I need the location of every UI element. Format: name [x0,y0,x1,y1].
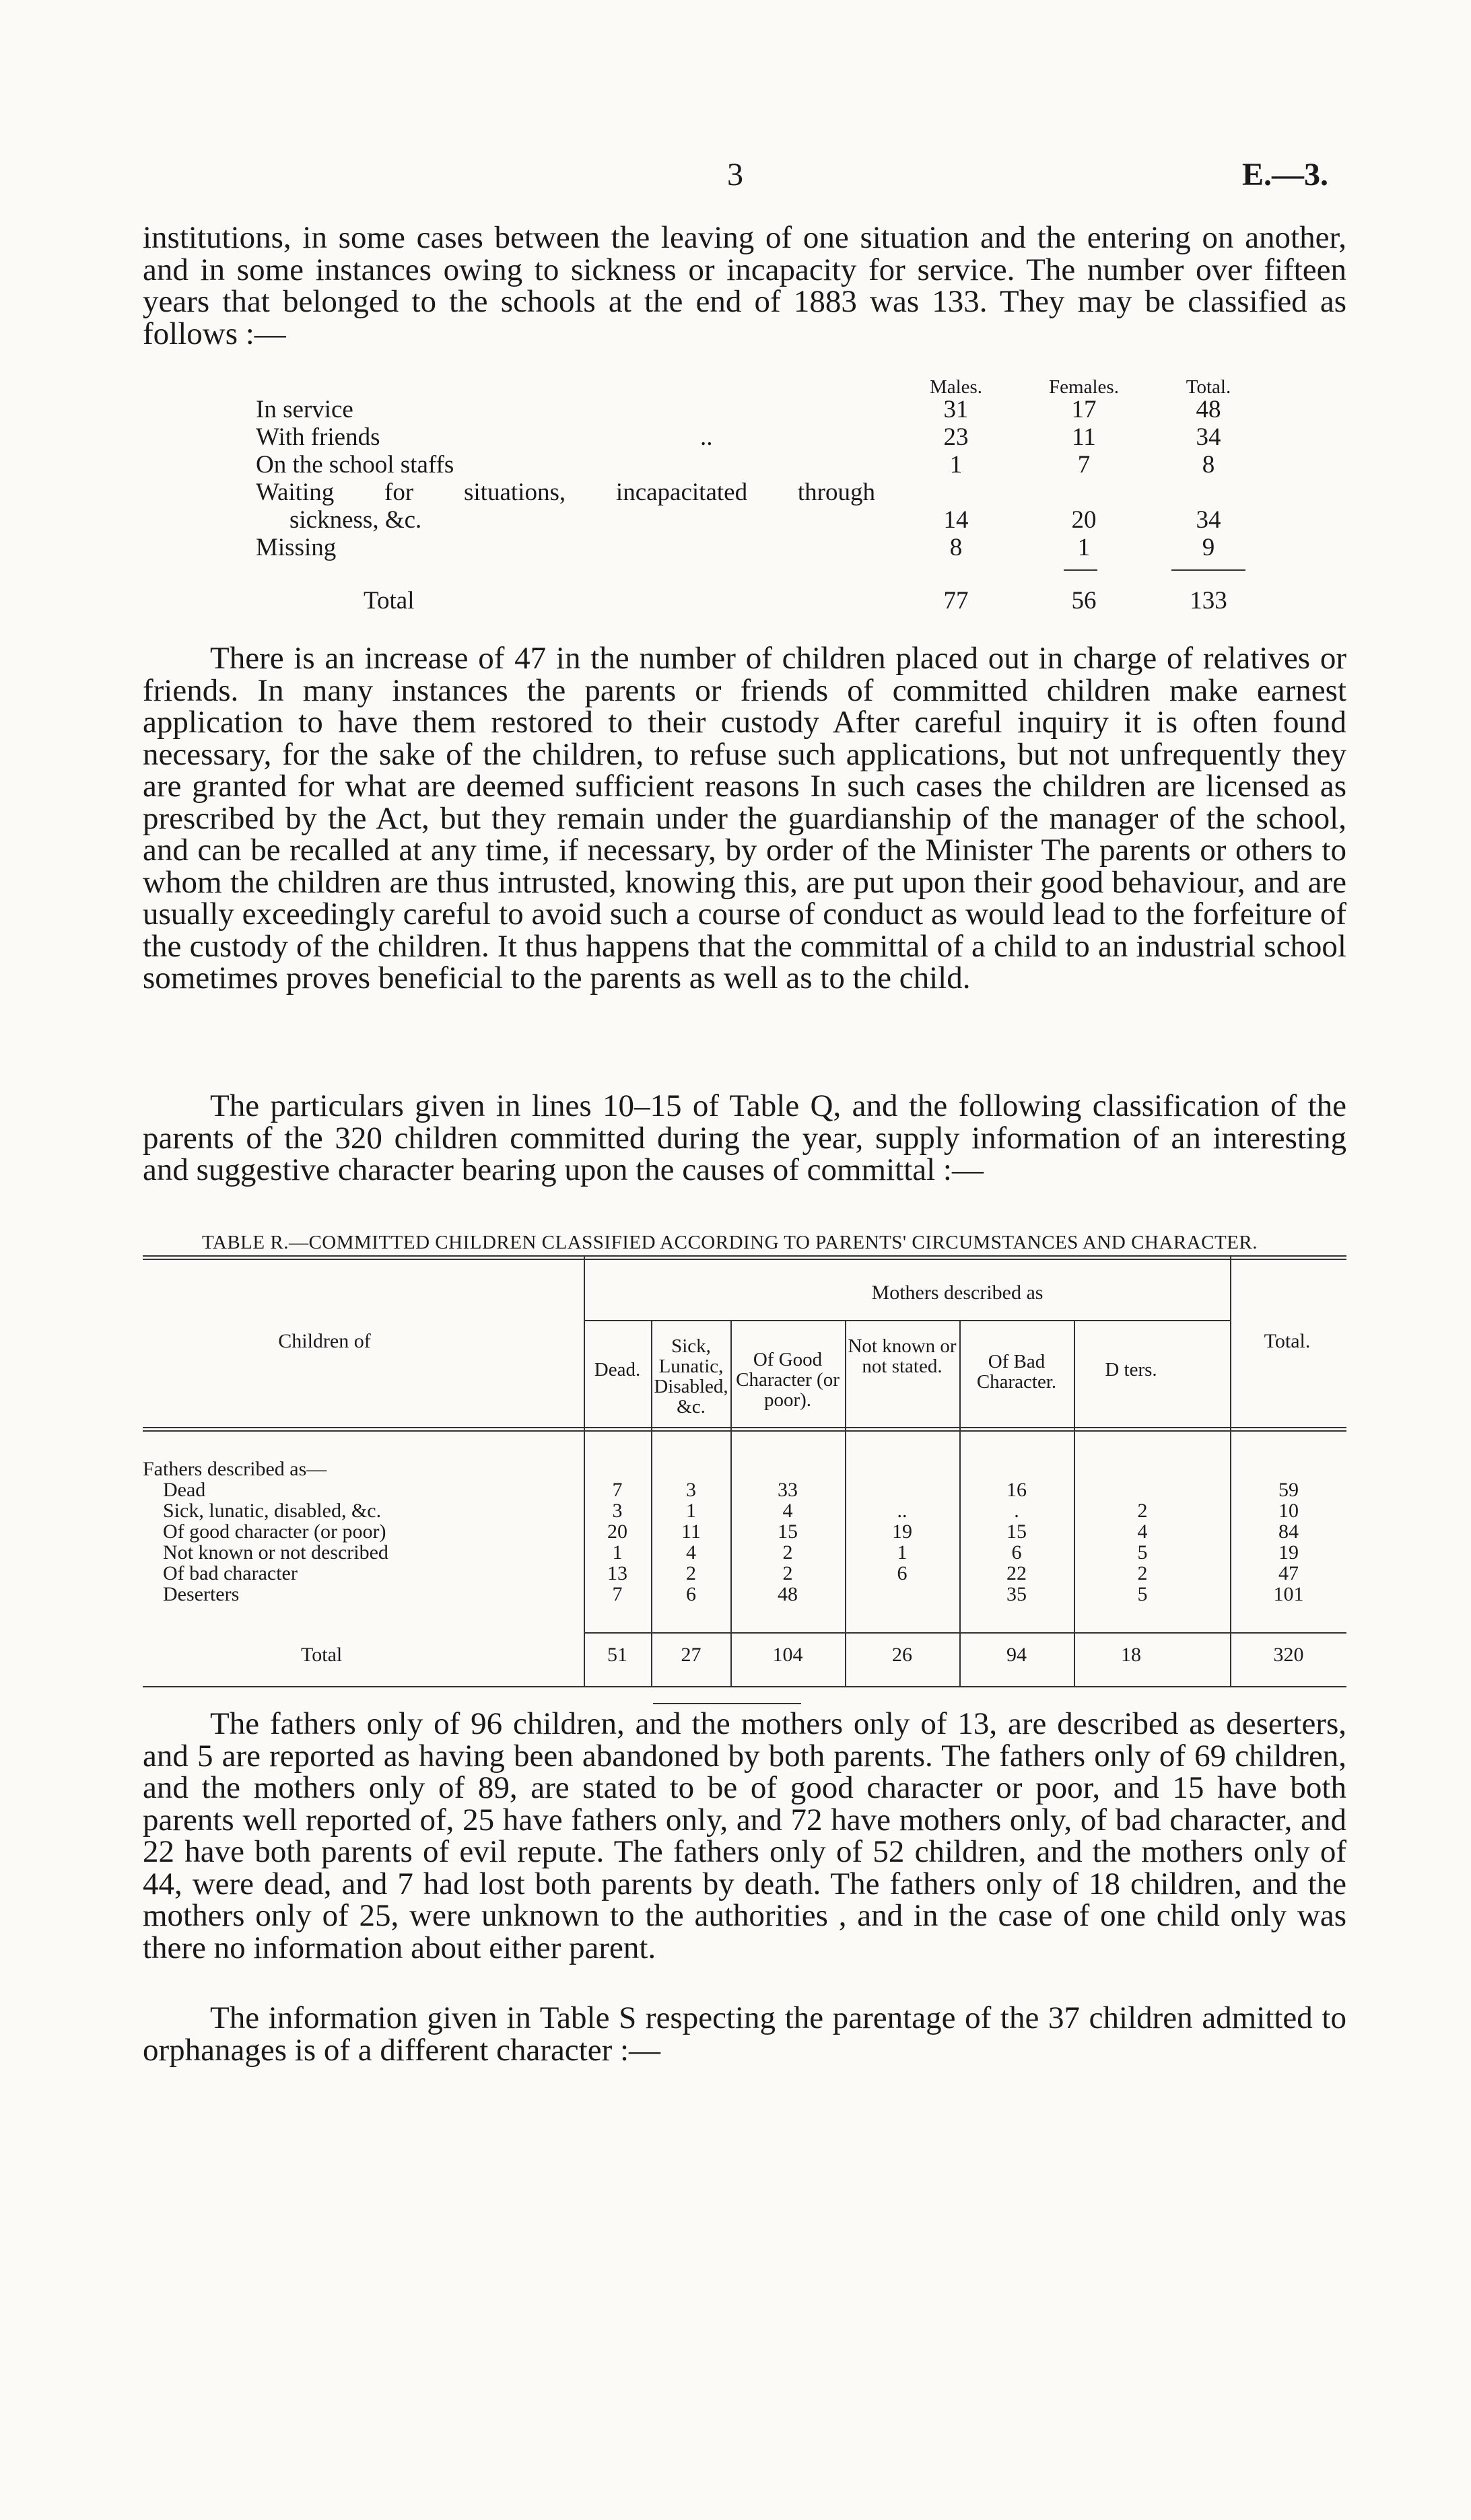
cell-good: 4 [782,1500,793,1522]
table-row [143,1542,1346,1563]
table-row [143,1584,1346,1605]
col-rule [584,1255,585,1686]
cell-deserters: 4 [1137,1520,1148,1543]
males-value: 8 [949,534,963,561]
total-value: 48 [1196,396,1221,423]
cell-total: 59 [1278,1479,1299,1501]
father-category: Of bad character [163,1562,298,1584]
females-value: 20 [1071,506,1097,534]
total-label: Total [301,1644,343,1666]
cell-deserters: 5 [1137,1541,1148,1564]
cell-not-known: 6 [897,1562,908,1584]
cell-good: 33 [778,1479,798,1501]
cell-not-known: 19 [892,1520,912,1543]
cell-sick: 3 [686,1479,696,1501]
cell-sick: 4 [686,1541,696,1564]
cell-not-known: .. [897,1500,908,1522]
father-category: Dead [163,1479,206,1501]
cell-dead: 20 [607,1520,627,1543]
row-label: In service [256,396,353,423]
row-label: sickness, &c. [289,506,422,534]
table-row [256,506,1252,534]
total-good: 104 [772,1644,803,1666]
table-row [143,1479,1346,1500]
females-value: 1 [1077,534,1091,561]
females-total: 56 [1071,587,1097,615]
header-rule [143,1427,1346,1428]
header-not-known: Not known or not stated. [848,1335,957,1377]
total-value: 34 [1196,423,1221,451]
cell-bad: 22 [1006,1562,1027,1584]
rule-bottom [143,1686,1346,1687]
row-label: With friends [256,423,380,451]
cell-bad: 15 [1006,1520,1027,1543]
table-row [256,534,1252,561]
father-category: Not known or not described [163,1541,388,1564]
males-header: Males. [929,376,983,398]
females-value: 7 [1077,451,1091,479]
cell-total: 10 [1278,1500,1299,1522]
cell-deserters: 2 [1137,1562,1148,1584]
table-row [256,396,1252,423]
total-bad: 94 [1006,1644,1027,1666]
cell-sick: 6 [686,1583,696,1605]
header-rule-double [143,1430,1346,1432]
cell-bad: . [1014,1500,1019,1522]
total-row [256,587,1252,615]
header-sick: Sick, Lunatic, Disabled, &c. [654,1335,728,1418]
rule-top [143,1255,1346,1257]
paragraph-1-text: institutions, in some cases between the leaving of one situation and the entering on another, and in some instances owing to sickness or incapacity for service. The number over fifteen years that belonged to the schools at the end of 1883 was 133. They may be classified as follows :— [143,220,1346,351]
total-sick: 27 [681,1644,702,1666]
fathers-described-label: Fathers described as— [143,1458,327,1480]
paragraph-3-text: The particulars given in lines 10–15 of Table Q, and the following classification of the parents of the 320 children committed during the year, supply information of an interesting and suggestive character bearing upon the causes of committal :— [143,1088,1346,1187]
children-of-header: Children of [278,1330,371,1352]
row-label: On the school staffs [256,451,454,479]
cell-good: 2 [782,1562,793,1584]
cell-total: 84 [1278,1520,1299,1543]
females-value: 17 [1071,396,1097,423]
father-category: Of good character (or poor) [163,1520,386,1543]
document-reference: E.—3. [1242,157,1329,193]
table-r-caption: TABLE R.—COMMITTED CHILDREN CLASSIFIED ACCORDING TO PARENTS' CIRCUMSTANCES AND CHARACTER. [202,1232,1258,1253]
sum-rule [1171,569,1245,571]
mothers-group-rule [584,1320,1230,1321]
row-label: Missing [256,534,337,561]
cell-good: 48 [778,1583,798,1605]
header-bad-character: Of Bad Character. [976,1351,1057,1393]
cell-sick: 11 [681,1520,701,1543]
paragraph-3 [143,1090,1346,1187]
cell-deserters: 5 [1137,1583,1148,1605]
total-row [143,1644,1346,1665]
cell-total: 19 [1278,1541,1299,1564]
page-number: 3 [727,157,743,193]
header-deserters: D ters. [1105,1359,1157,1380]
males-value: 23 [943,423,969,451]
cell-deserters: 2 [1137,1500,1148,1522]
cell-dead: 13 [607,1562,627,1584]
cell-bad: 6 [1011,1541,1022,1564]
cell-sick: 1 [686,1500,696,1522]
mothers-group-header: Mothers described as [871,1282,1044,1304]
paragraph-5-text: The information given in Table S respecting the parentage of the 37 children admitted to orphanages is of a different character :— [143,2000,1346,2068]
females-value: 11 [1072,423,1096,451]
paragraph-2 [143,643,1346,995]
total-column-header: Total. [1264,1330,1311,1352]
total-deserters: 18 [1121,1644,1141,1666]
total-rule [584,1632,1346,1634]
total-value: 9 [1202,534,1215,561]
cell-good: 15 [778,1520,798,1543]
father-category: Sick, lunatic, disabled, &c. [163,1500,382,1522]
table-row [143,1500,1346,1521]
father-category: Deserters [163,1583,240,1605]
cell-good: 2 [782,1541,793,1564]
total-dead: 51 [607,1644,627,1666]
paragraph-1 [143,222,1346,350]
cell-dead: 7 [612,1583,623,1605]
row-leader: .. [700,423,713,451]
col-rule [1230,1255,1231,1686]
grand-total: 320 [1273,1644,1304,1666]
total-label: Total [364,587,415,615]
sum-rule [1064,569,1097,571]
rule-top-double [143,1259,1346,1260]
cell-dead: 7 [612,1479,623,1501]
total-value: 8 [1202,451,1215,479]
grand-total: 133 [1190,587,1227,615]
males-value: 1 [949,451,963,479]
cell-bad: 35 [1006,1583,1027,1605]
cell-sick: 2 [686,1562,696,1584]
classification-table [256,377,1252,626]
table-row [256,451,1252,479]
cell-total: 47 [1278,1562,1299,1584]
males-value: 14 [943,506,969,534]
total-value: 34 [1196,506,1221,534]
total-not-known: 26 [892,1644,912,1666]
paragraph-4 [143,1708,1346,1964]
cell-dead: 3 [612,1500,623,1522]
cell-total: 101 [1273,1583,1304,1605]
paragraph-2-text: There is an increase of 47 in the number of children placed out in charge of relatives or friends. In many instances the parents or friends of committed children make earnest application to have them restored to their custody After careful inquiry it is often found necessary, for the sake of the children, to refuse such applications, but not unfrequently they are granted for what are deemed sufficient reasons In such cases the children are licensed as prescribed by the Act, but they remain under the guardianship of the manager of the school, and can be recalled at any time, if necessary, by order of the Minister The parents or others to whom the children are thus intrusted, knowing this, are put upon their good behaviour, and are usually exceedingly careful to avoid such a course of conduct as would lead to the forfeiture of the custody of the children. It thus happens that the committal of a child to an industrial school sometimes proves beneficial to the parents as well as to the child. [143,641,1346,995]
paragraph-5 [143,2002,1346,2066]
males-total: 77 [943,587,969,615]
table-r [143,1255,1346,1693]
header-good-character: Of Good Character (or poor). [736,1349,840,1411]
row-label: Waiting for situations, incapacitated through [256,479,875,506]
header-dead: Dead. [594,1359,641,1380]
table-row [256,479,875,506]
males-value: 31 [943,396,969,423]
section-divider [653,1703,801,1704]
cell-not-known: 1 [897,1541,908,1564]
table-row [143,1563,1346,1584]
females-header: Females. [1049,376,1119,398]
paragraph-4-text: The fathers only of 96 children, and the mothers only of 13, are described as deserters, and 5 are reported as having been abandoned by both parents. The fathers only of 69 children, and the mothers only of 89, are stated to be of good character or poor, and 15 have both parents well reported of, 25 have fathers only, and 72 have mothers only, of bad character, and 22 have both parents of evil repute. The fathers only of 52 children, and the mothers only of 44, were dead, and 7 had lost both parents by death. The fathers only of 18 children, and the mothers only of 25, were unknown to the authorities , and in the case of one child only was there no information about either parent. [143,1706,1346,1965]
table-row [143,1521,1346,1542]
cell-bad: 16 [1006,1479,1027,1501]
total-header: Total. [1186,376,1231,398]
table-row [256,423,1252,451]
cell-dead: 1 [612,1541,623,1564]
